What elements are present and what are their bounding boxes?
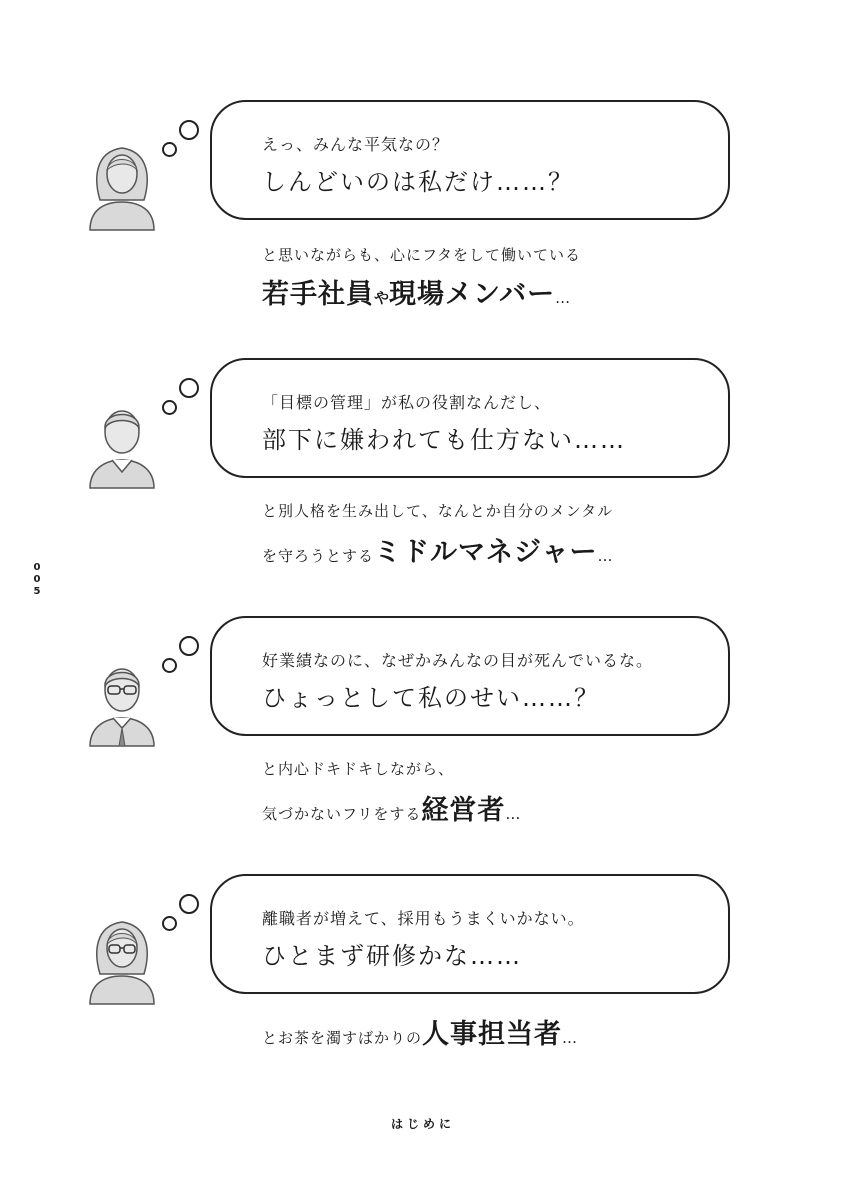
bubble-line2: しんどいのは私だけ……？ — [262, 168, 574, 196]
thought-bubble — [210, 616, 730, 736]
caption-line1: と内心ドキドキしながら、 — [262, 760, 455, 778]
thought-bubble-dot — [179, 378, 199, 398]
scene-hr-staff — [0, 874, 846, 1094]
bubble-line1: 好業績なのに、なぜかみんなの目が死んでいるな。 — [262, 651, 654, 670]
caption-line2 — [262, 530, 612, 569]
caption-ellipsis: … — [562, 1029, 578, 1047]
bubble-line2: ひとまず研修かな…… — [262, 942, 522, 970]
thought-bubble-dot — [162, 142, 177, 157]
thought-bubble-dot — [162, 400, 177, 415]
section-title: はじめに — [390, 1117, 455, 1131]
bubble-line1: えっ、みんな平気なの？ — [262, 135, 450, 154]
scene-young-employee — [0, 100, 846, 320]
caption-line2 — [262, 788, 520, 827]
thought-bubble — [210, 874, 730, 994]
caption-role: ミドルマネジャー — [374, 537, 598, 568]
woman-long-hair-icon — [86, 140, 158, 232]
woman-glasses-icon — [86, 914, 158, 1006]
man-shirt-collar-icon — [86, 398, 158, 490]
scene-executive — [0, 616, 846, 836]
scene-middle-manager — [0, 358, 846, 578]
page-number-digit: 0 — [33, 574, 41, 585]
caption-text: とお茶を濁すばかりの — [262, 1029, 423, 1047]
page-number-digit: 5 — [33, 586, 41, 597]
caption-connector: や — [374, 289, 390, 307]
thought-bubble-dot — [162, 916, 177, 931]
caption-line1 — [262, 1012, 577, 1051]
caption-role: 若手社員 — [262, 279, 374, 310]
page-number-digit: 0 — [33, 562, 41, 573]
caption-text: 気づかないフリをする — [262, 805, 422, 823]
bubble-line2: ひょっとして私のせい……？ — [262, 684, 600, 712]
thought-bubble-dot — [179, 120, 199, 140]
caption-line1: と別人格を生み出して、なんとか自分のメンタル — [262, 502, 614, 520]
bubble-line1: 離職者が増えて、採用もうまくいかない。 — [262, 909, 585, 928]
thought-bubble — [210, 100, 730, 220]
caption-line2 — [262, 272, 570, 311]
caption-ellipsis: … — [505, 805, 521, 823]
thought-bubble-dot — [179, 636, 199, 656]
thought-bubble-dot — [179, 894, 199, 914]
bubble-line2: 部下に嫌われても仕方ない…… — [262, 426, 626, 454]
bubble-line1: 「目標の管理」が私の役割なんだし、 — [262, 393, 552, 412]
caption-role: 現場メンバー — [389, 279, 556, 310]
thought-bubble — [210, 358, 730, 478]
caption-ellipsis: … — [597, 547, 613, 565]
caption-ellipsis: … — [555, 289, 571, 307]
thought-bubble-dot — [162, 658, 177, 673]
man-glasses-tie-icon — [86, 656, 158, 748]
caption-line1: と思いながらも、心にフタをして働いている — [262, 246, 581, 264]
caption-role: 人事担当者 — [422, 1019, 563, 1050]
caption-role: 経営者 — [421, 795, 506, 826]
caption-text: を守ろうとする — [262, 547, 375, 565]
